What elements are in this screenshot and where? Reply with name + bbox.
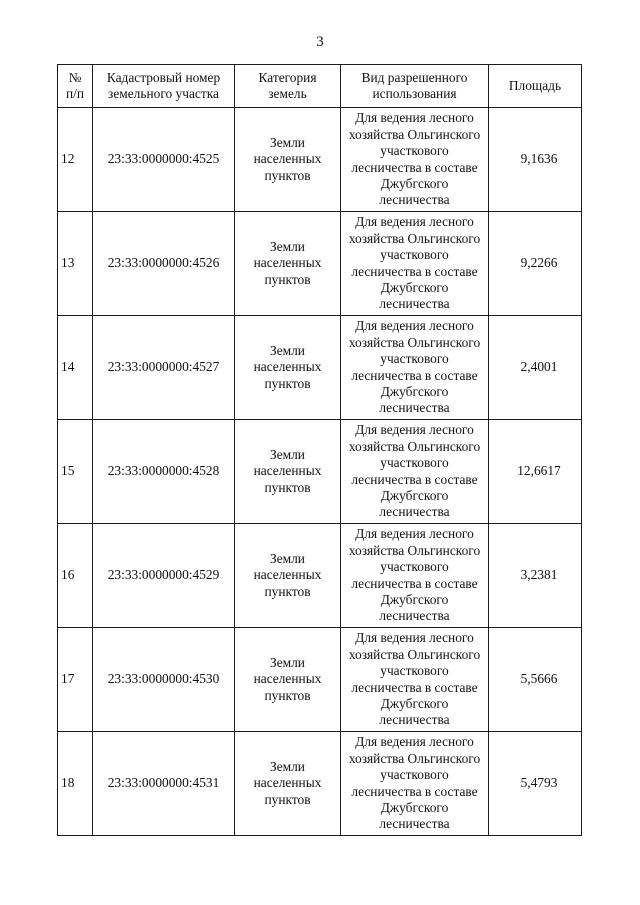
land-category xyxy=(235,628,341,732)
cadastral-number: 23:33:0000000:4529 xyxy=(93,524,235,628)
permitted-use-line: Для ведения лесного xyxy=(355,214,474,230)
header-area xyxy=(489,65,582,108)
header-usage xyxy=(341,65,489,108)
cadastral-number: 23:33:0000000:4527 xyxy=(93,316,235,420)
permitted-use-line: лесничества в составе xyxy=(351,471,478,487)
header-category xyxy=(235,65,341,108)
permitted-use-line: хозяйства Ольгинского xyxy=(348,126,481,142)
permitted-use xyxy=(341,628,489,732)
area-value: 5,5666 xyxy=(520,671,558,687)
table-row xyxy=(58,420,582,524)
row-number: 12 xyxy=(58,108,93,212)
permitted-use xyxy=(341,212,489,316)
permitted-use-line: Для ведения лесного xyxy=(355,110,474,126)
land-category-line: Земли xyxy=(270,550,305,566)
row-number: 13 xyxy=(58,212,93,316)
cadastral-number: 23:33:0000000:4525 xyxy=(93,108,235,212)
permitted-use-line: участкового xyxy=(380,767,449,783)
land-category xyxy=(235,316,341,420)
land-category-line: населенных xyxy=(253,359,322,375)
land-category-line: населенных xyxy=(253,775,322,791)
permitted-use-line: хозяйства Ольгинского xyxy=(348,542,481,558)
land-category-line: Земли xyxy=(270,134,305,150)
permitted-use-line: Джубгского xyxy=(380,383,449,399)
permitted-use xyxy=(341,524,489,628)
land-category xyxy=(235,732,341,836)
header-category-line: земель xyxy=(268,86,307,101)
land-plots-table xyxy=(57,64,582,836)
land-category-line: Земли xyxy=(270,238,305,254)
area-value: 9,2266 xyxy=(520,255,558,271)
header-category-line: Категория xyxy=(258,69,317,85)
area-value: 9,1636 xyxy=(520,151,558,167)
area-cell xyxy=(489,628,582,732)
header-cadastral-line: Кадастровый номер xyxy=(106,69,221,85)
permitted-use-line: участкового xyxy=(380,351,449,367)
permitted-use-line: лесничества в составе xyxy=(351,783,478,799)
permitted-use-line: Джубгского xyxy=(380,487,449,503)
permitted-use-line: Для ведения лесного xyxy=(355,422,474,438)
table-row xyxy=(58,316,582,420)
table-row xyxy=(58,628,582,732)
land-category-line: населенных xyxy=(253,255,322,271)
table-header-row xyxy=(58,65,582,108)
permitted-use-line: лесничества xyxy=(379,192,450,208)
permitted-use-line: хозяйства Ольгинского xyxy=(348,438,481,454)
permitted-use-line: лесничества xyxy=(379,816,450,832)
land-category-line: пунктов xyxy=(264,271,311,287)
land-category-line: населенных xyxy=(253,567,322,583)
permitted-use-line: лесничества в составе xyxy=(351,159,478,175)
permitted-use xyxy=(341,316,489,420)
permitted-use-line: участкового xyxy=(380,663,449,679)
table-row xyxy=(58,212,582,316)
area-value: 3,2381 xyxy=(520,567,558,583)
header-num xyxy=(58,65,93,108)
header-cadastral xyxy=(93,65,235,108)
permitted-use-line: участкового xyxy=(380,455,449,471)
permitted-use-line: лесничества xyxy=(379,608,450,624)
land-category-line: населенных xyxy=(253,671,322,687)
permitted-use-line: лесничества xyxy=(379,400,450,416)
header-area-line: Площадь xyxy=(508,77,562,93)
area-cell xyxy=(489,316,582,420)
cadastral-number: 23:33:0000000:4530 xyxy=(93,628,235,732)
header-num-line: № xyxy=(68,69,82,85)
land-category-line: пунктов xyxy=(264,791,311,807)
area-cell xyxy=(489,732,582,836)
permitted-use-line: хозяйства Ольгинского xyxy=(348,334,481,350)
land-category xyxy=(235,420,341,524)
permitted-use-line: Джубгского xyxy=(380,695,449,711)
land-category-line: Земли xyxy=(270,758,305,774)
area-cell xyxy=(489,420,582,524)
permitted-use-line: хозяйства Ольгинского xyxy=(348,750,481,766)
table-row xyxy=(58,524,582,628)
permitted-use-line: лесничества в составе xyxy=(351,679,478,695)
page-number: 3 xyxy=(316,34,324,50)
permitted-use-line: лесничества в составе xyxy=(351,263,478,279)
row-number: 15 xyxy=(58,420,93,524)
land-category-line: Земли xyxy=(270,446,305,462)
permitted-use-line: Джубгского xyxy=(380,799,449,815)
area-cell xyxy=(489,524,582,628)
permitted-use-line: Для ведения лесного xyxy=(355,526,474,542)
header-num-line: п/п xyxy=(65,86,85,101)
permitted-use-line: Для ведения лесного xyxy=(355,734,474,750)
permitted-use-line: Для ведения лесного xyxy=(355,318,474,334)
header-usage-line: Вид разрешенного xyxy=(361,69,468,85)
area-value: 2,4001 xyxy=(520,359,558,375)
permitted-use-line: Джубгского xyxy=(380,591,449,607)
permitted-use-line: Для ведения лесного xyxy=(355,630,474,646)
permitted-use-line: хозяйства Ольгинского xyxy=(348,230,481,246)
land-category-line: Земли xyxy=(270,342,305,358)
permitted-use-line: хозяйства Ольгинского xyxy=(348,646,481,662)
cadastral-number: 23:33:0000000:4526 xyxy=(93,212,235,316)
area-value: 12,6617 xyxy=(517,463,561,479)
land-category xyxy=(235,524,341,628)
table-row xyxy=(58,732,582,836)
land-category-line: пунктов xyxy=(264,167,311,183)
permitted-use-line: лесничества xyxy=(379,504,450,520)
permitted-use-line: участкового xyxy=(380,247,449,263)
area-cell xyxy=(489,212,582,316)
permitted-use-line: лесничества в составе xyxy=(351,367,478,383)
land-category xyxy=(235,212,341,316)
permitted-use-line: лесничества xyxy=(379,296,450,312)
permitted-use-line: участкового xyxy=(380,143,449,159)
row-number: 17 xyxy=(58,628,93,732)
row-number: 18 xyxy=(58,732,93,836)
permitted-use xyxy=(341,108,489,212)
land-category-line: пунктов xyxy=(264,479,311,495)
cadastral-number: 23:33:0000000:4528 xyxy=(93,420,235,524)
land-category-line: пунктов xyxy=(264,583,311,599)
row-number: 14 xyxy=(58,316,93,420)
row-number: 16 xyxy=(58,524,93,628)
land-category xyxy=(235,108,341,212)
permitted-use-line: лесничества xyxy=(379,712,450,728)
permitted-use-line: участкового xyxy=(380,559,449,575)
land-category-line: населенных xyxy=(253,151,322,167)
permitted-use-line: лесничества в составе xyxy=(351,575,478,591)
permitted-use xyxy=(341,732,489,836)
land-category-line: пунктов xyxy=(264,687,311,703)
table-row xyxy=(58,108,582,212)
permitted-use-line: Джубгского xyxy=(380,175,449,191)
area-cell xyxy=(489,108,582,212)
header-cadastral-line: земельного участка xyxy=(108,86,219,101)
land-category-line: пунктов xyxy=(264,375,311,391)
permitted-use-line: Джубгского xyxy=(380,279,449,295)
land-category-line: населенных xyxy=(253,463,322,479)
area-value: 5,4793 xyxy=(520,775,558,791)
cadastral-number: 23:33:0000000:4531 xyxy=(93,732,235,836)
land-category-line: Земли xyxy=(270,654,305,670)
permitted-use xyxy=(341,420,489,524)
header-usage-line: использования xyxy=(372,86,457,101)
